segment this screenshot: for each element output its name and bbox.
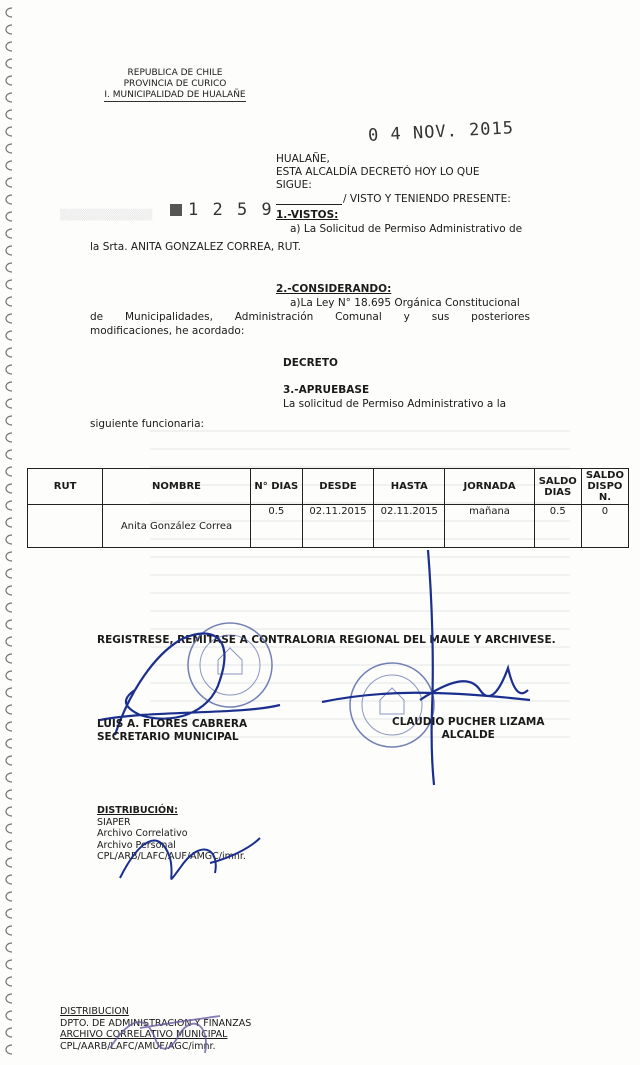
binder-ring-icon: [6, 994, 12, 1003]
binder-ring-icon: [6, 620, 12, 629]
binder-ring-icon: [6, 76, 12, 85]
binder-ring-icon: [6, 875, 12, 884]
footer-scribble: [100, 1008, 260, 1063]
binder-ring-icon: [6, 773, 12, 782]
binder-ring-icon: [6, 297, 12, 306]
distribution-title: DISTRIBUCIÓN:: [97, 805, 178, 816]
column-header: SALDO DIAS: [534, 469, 581, 505]
blank-line: [276, 204, 342, 205]
binder-ring-icon: [6, 722, 12, 731]
secretary-name: LUIS A. FLORES CABRERA: [97, 718, 248, 730]
institution-header: [100, 68, 250, 102]
binder-ring-icon: [6, 688, 12, 697]
footer-line: CPL/AARB/LAFC/AMUF/AGC/imnr.: [60, 1040, 216, 1052]
distribution-item: Archivo Personal: [97, 839, 176, 851]
header-province: PROVINCIA DE CURICO: [123, 79, 227, 89]
binder-ring-icon: [6, 756, 12, 765]
binder-ring-icon: [6, 603, 12, 612]
binder-ring-icon: [6, 229, 12, 238]
visto-line: / VISTO Y TENIENDO PRESENTE:: [343, 193, 511, 205]
binder-ring-icon: [6, 348, 12, 357]
decree-number: [170, 200, 274, 220]
header-municipality: I. MUNICIPALIDAD DE HUALAÑE: [104, 90, 246, 100]
decree-number-text: 1 2 5 9: [188, 200, 274, 220]
binder-ring-icon: [6, 654, 12, 663]
binder-ring-icon: [6, 943, 12, 952]
binder-ring-icon: [6, 1045, 12, 1054]
stamp-mark-icon: [170, 204, 182, 216]
binder-ring-icon: [6, 25, 12, 34]
binder-ring-icon: [6, 484, 12, 493]
intro-line: SIGUE:: [276, 179, 312, 191]
binder-ring-icon: [6, 331, 12, 340]
binder-ring-icon: [6, 93, 12, 102]
binder-ring-icon: [6, 705, 12, 714]
secretary-title: SECRETARIO MUNICIPAL: [97, 731, 239, 743]
binder-ring-icon: [6, 841, 12, 850]
binder-ring-icon: [6, 314, 12, 323]
binder-ring-icon: [6, 280, 12, 289]
section-considerando-title: 2.-CONSIDERANDO:: [276, 283, 392, 295]
apruebase-text: La solicitud de Permiso Administrativo a la: [283, 398, 507, 410]
header-country: REPUBLICA DE CHILE: [127, 68, 223, 78]
binder-ring-icon: [6, 212, 12, 221]
binder-ring-icon: [6, 416, 12, 425]
considerando-text: a)La Ley N° 18.695 Orgánica Constitucional: [290, 297, 520, 309]
column-header: DESDE: [302, 469, 373, 505]
binder-ring-icon: [6, 59, 12, 68]
section-apruebase-title: 3.-APRUEBASE: [283, 384, 370, 396]
mayor-name: CLAUDIO PUCHER LIZAMA: [392, 716, 545, 728]
binder-ring-icon: [6, 552, 12, 561]
column-header: SALDO DISPO N.: [581, 469, 628, 505]
binder-ring-icon: [6, 1011, 12, 1020]
binder-ring-icon: [6, 8, 12, 17]
binder-ring-icon: [6, 195, 12, 204]
binder-ring-icon: [6, 433, 12, 442]
signatures-and-seals: [60, 540, 620, 800]
binder-ring-icon: [6, 450, 12, 459]
binder-ring-icon: [6, 824, 12, 833]
binder-ring-icon: [6, 144, 12, 153]
bleed-through-text: ▒▒▒▒▒▒▒▒▒▒▒▒: [60, 210, 153, 221]
cell-saldo-dias: 0.5: [534, 505, 581, 548]
binder-ring-icon: [6, 382, 12, 391]
binder-ring-icon: [6, 858, 12, 867]
binder-ring-icon: [6, 246, 12, 255]
intro-line: ESTA ALCALDÍA DECRETÓ HOY LO QUE: [276, 166, 480, 178]
cell-jornada: mañana: [445, 505, 534, 548]
binder-ring-icon: [6, 960, 12, 969]
footer-line: DPTO. DE ADMINISTRACION Y FINANZAS: [60, 1017, 252, 1029]
binder-ring-icon: [6, 42, 12, 51]
column-header: JORNADA: [445, 469, 534, 505]
mayor-title: ALCALDE: [441, 729, 495, 741]
distribution-item: Archivo Correlativo: [97, 828, 188, 839]
binder-ring-icon: [6, 909, 12, 918]
considerando-text: modificaciones, he acordado:: [90, 325, 245, 337]
column-header: NOMBRE: [103, 469, 250, 505]
table-header-row: [28, 469, 629, 505]
signature-block-right: [392, 716, 544, 742]
binder-ring-icon: [6, 110, 12, 119]
binder-ring-icon: [6, 161, 12, 170]
considerando-text: de Municipalidades, Administración Comunal y sus posteriores: [90, 311, 530, 323]
binder-ring-icon: [6, 790, 12, 799]
vistos-text: a) La Solicitud de Permiso Administrativo de: [290, 223, 523, 235]
column-header: HASTA: [374, 469, 445, 505]
distribution-item: CPL/ARB/LAFC/AUF/AMGC/imnr.: [97, 851, 246, 862]
cell-saldo-dispon: 0: [581, 505, 628, 548]
permit-table: [27, 468, 629, 548]
binder-ring-icon: [6, 977, 12, 986]
initials-scribble: [110, 818, 270, 898]
cell-nombre: Anita González Correa: [103, 505, 250, 548]
binder-ring-icon: [6, 127, 12, 136]
footer-line: ARCHIVO CORRELATIVO MUNICIPAL: [60, 1029, 228, 1040]
binder-ring-icon: [6, 399, 12, 408]
binder-ring-icon: [6, 637, 12, 646]
intro-city: HUALAÑE,: [276, 153, 330, 165]
intro-block: [276, 153, 480, 192]
binder-ring-icon: [6, 535, 12, 544]
binder-ring-icon: [6, 671, 12, 680]
footer-title: DISTRIBUCION: [60, 1006, 129, 1017]
decreto-heading: DECRETO: [283, 357, 338, 369]
binder-ring-icon: [6, 739, 12, 748]
binder-ring-icon: [6, 1028, 12, 1037]
registrese-line: REGISTRESE, REMITASE A CONTRALORIA REGIONAL DEL MAULE Y ARCHIVESE.: [97, 634, 556, 646]
signature-mayor: [322, 550, 530, 785]
distribution-item: SIAPER: [97, 816, 131, 828]
municipal-seal-left: [188, 623, 272, 707]
binder-ring-icon: [6, 263, 12, 272]
binder-ring-icon: [6, 178, 12, 187]
binder-rings: [0, 0, 18, 1065]
binder-ring-icon: [6, 586, 12, 595]
binder-ring-icon: [6, 467, 12, 476]
binder-ring-icon: [6, 518, 12, 527]
vistos-text: la Srta. ANITA GONZALEZ CORREA, RUT.: [90, 241, 301, 253]
binder-ring-icon: [6, 365, 12, 374]
binder-ring-icon: [6, 501, 12, 510]
date-stamp: 0 4 NOV. 2015: [367, 118, 515, 146]
column-header: RUT: [28, 469, 103, 505]
binder-ring-icon: [6, 926, 12, 935]
apruebase-text: siguiente funcionaria:: [90, 418, 205, 430]
section-vistos-title: 1.-VISTOS:: [276, 209, 339, 221]
cell-desde: 02.11.2015: [302, 505, 373, 548]
signature-block-left: [97, 718, 247, 744]
binder-ring-icon: [6, 569, 12, 578]
cell-hasta: 02.11.2015: [374, 505, 445, 548]
column-header: N° DIAS: [250, 469, 302, 505]
binder-ring-icon: [6, 807, 12, 816]
cell-dias: 0.5: [250, 505, 302, 548]
binder-ring-icon: [6, 892, 12, 901]
